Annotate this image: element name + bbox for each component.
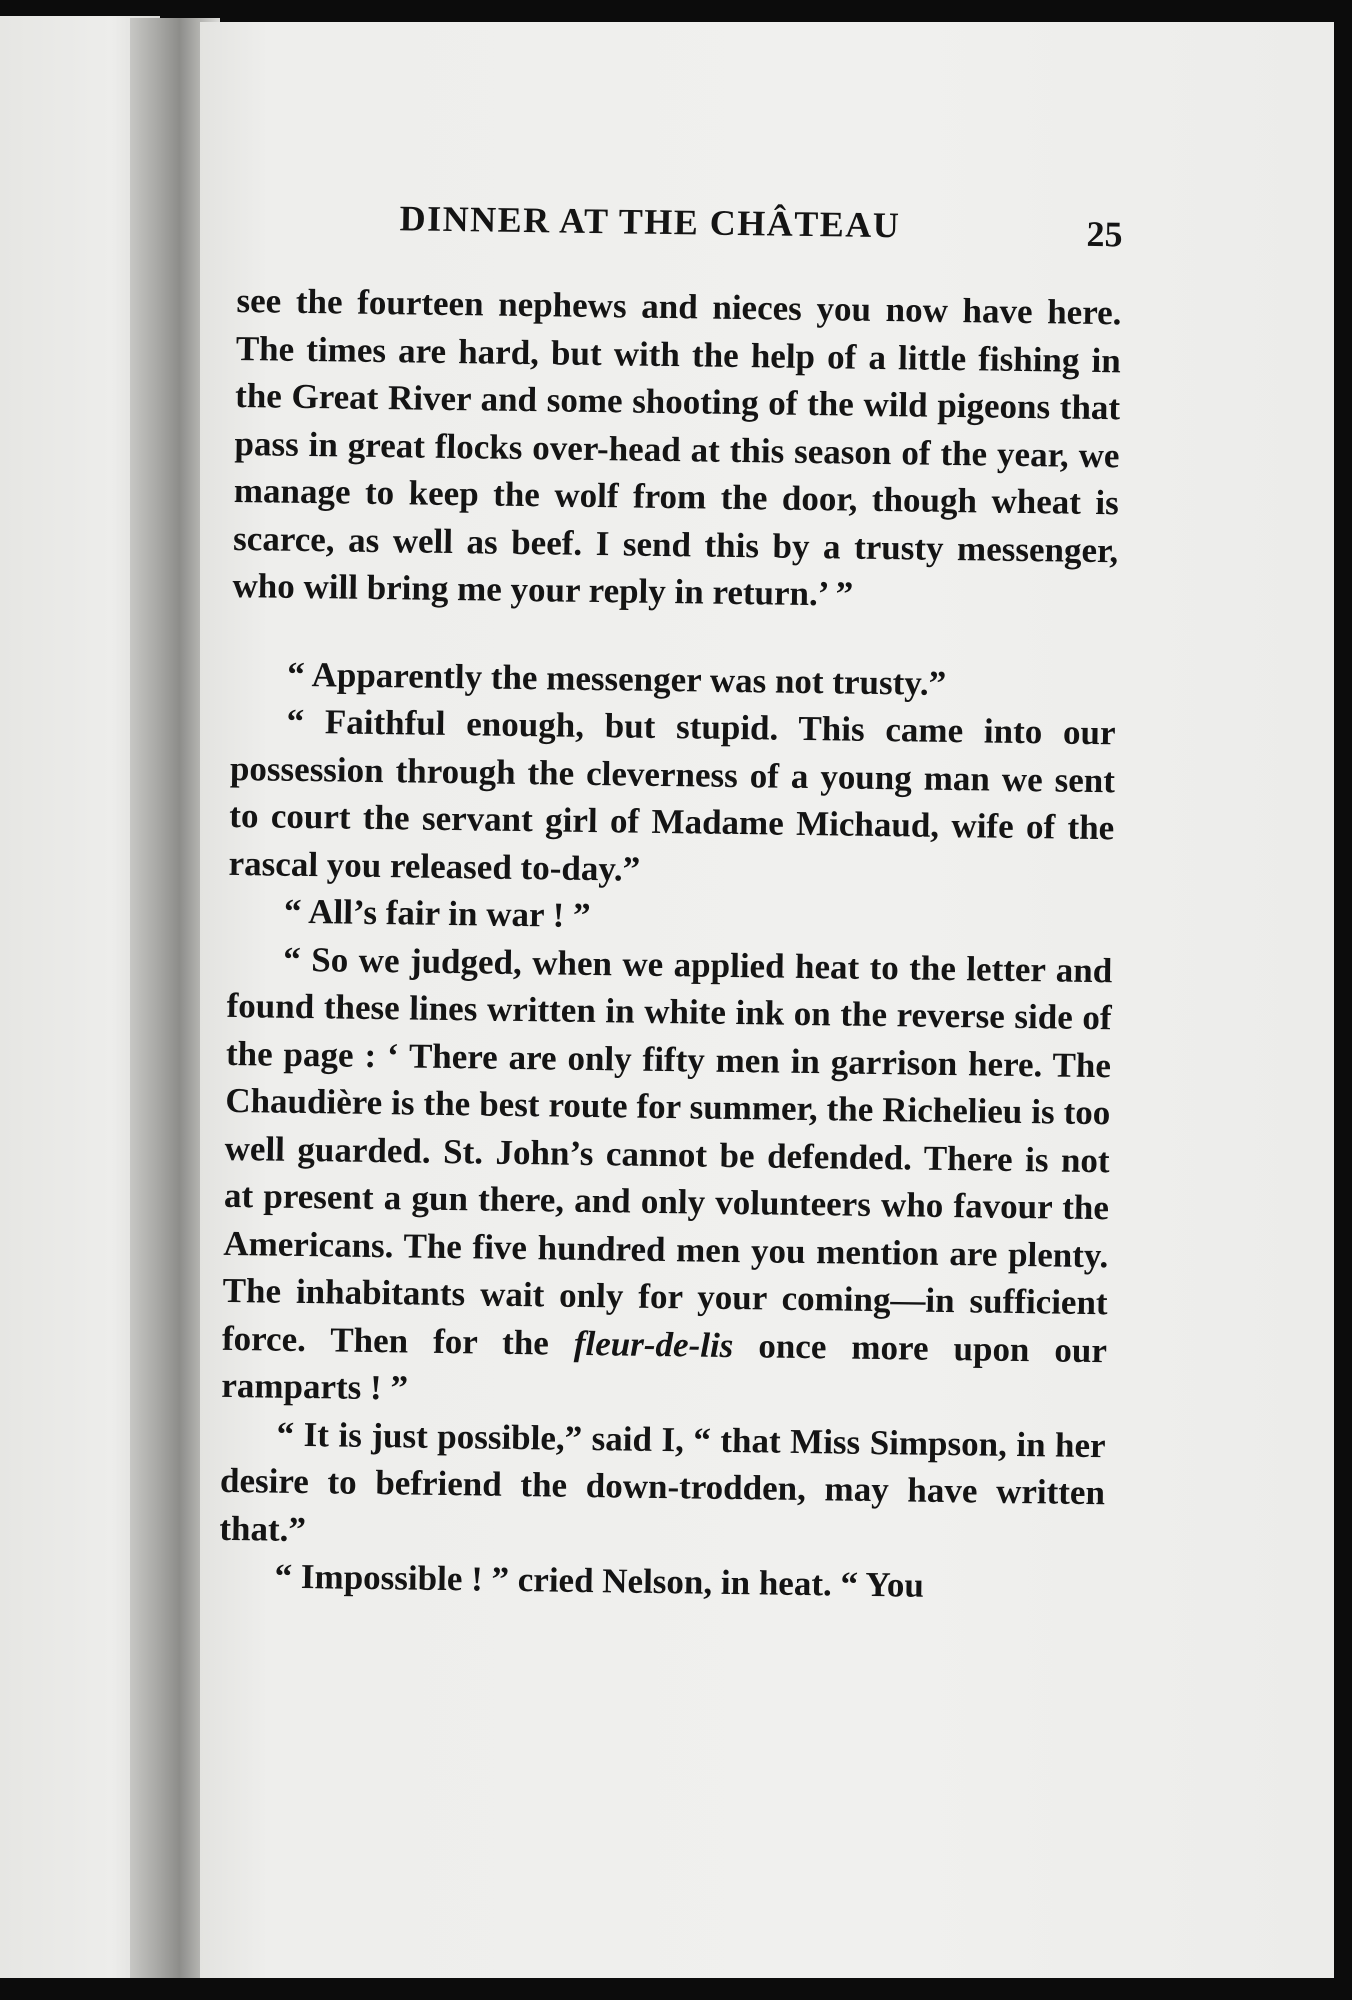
paragraph-3: “ Faithful enough, but stupid. This came into our possession through the cleverness of a young man we sent to court the servant girl of Madame Michaud, wife of the rascal you released to-day.”	[228, 701, 1116, 889]
paragraph-5-text: “ So we judged, when we applied heat to the letter and found these lines written in white ink on the reverse side of the page : ‘ There are only fifty men in garrison here. The Chaudière is the best route for summer, the Richelieu is too well guarded. St. John’s cannot be defended. There is not at present a gun there, and only volunteers who favour the Americans. The five hundred men you mention are plenty. The inhabitants wait only for your coming—in sufficient force. Then for the	[221, 939, 1113, 1362]
paragraph-2: “ Apparently the messenger was not trusty.”	[287, 654, 947, 703]
page-text-block	[218, 195, 1123, 1612]
paragraph-7: “ Impossible ! ” cried Nelson, in heat. “ You	[274, 1556, 925, 1605]
scan-border-bottom	[0, 1978, 1352, 2000]
running-title: DINNER AT THE CHÂTEAU	[399, 198, 901, 246]
scan-border-right	[1334, 0, 1352, 2000]
italic-fleur-de-lis: fleur-de-lis	[573, 1323, 734, 1365]
page-number: 25	[1086, 213, 1123, 255]
paragraph-6: “ It is just possible,” said I, “ that Miss Simpson, in her desire to befriend the down-trodden, may have written that.”	[219, 1414, 1106, 1549]
paragraph-5	[221, 934, 1113, 1421]
running-head	[237, 195, 1123, 267]
paragraph-4: “ All’s fair in war ! ”	[283, 891, 591, 935]
paragraph-1: see the fourteen nephews and nieces you now have here. The times are hard, but with the help of a little fishing in the Great River and some shooting of the wild pigeons that pass in great flocks over-head at this season of the year, we manage to keep the wolf from the door, though wheat is scarce, as well as beef. I send this by a trusty messenger, who will bring me your reply in return.’ ”	[232, 280, 1122, 614]
paragraph-5-end: once more upon our ramparts ! ”	[221, 1325, 1108, 1408]
